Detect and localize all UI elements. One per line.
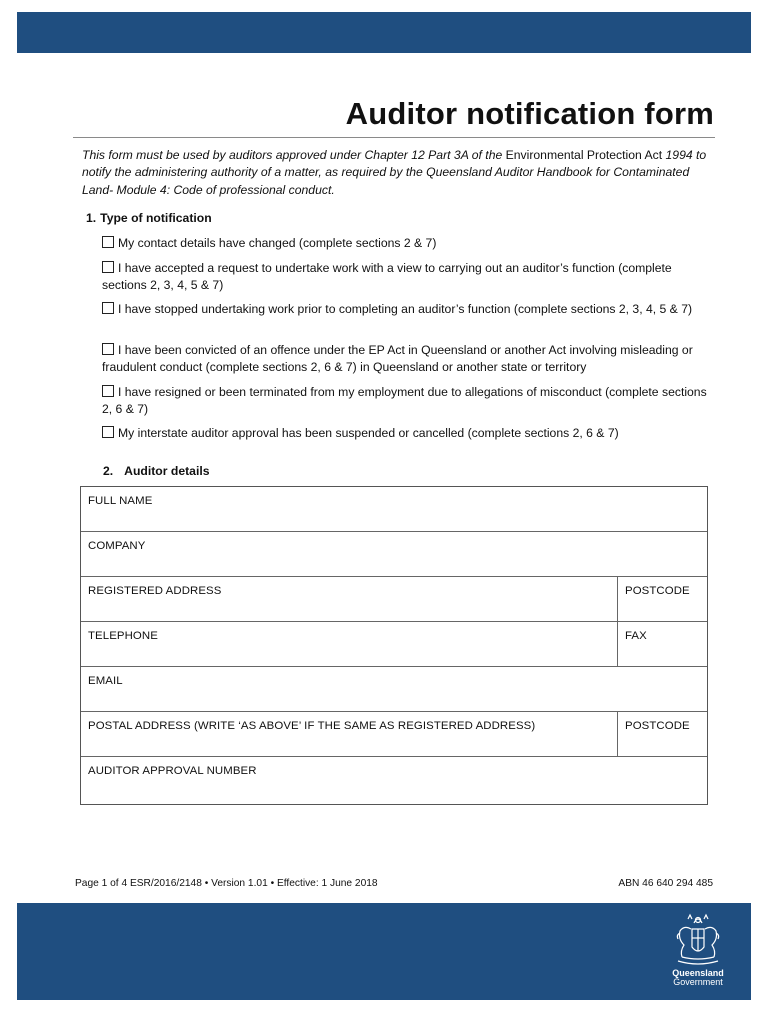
section2-number: 2. [103,464,114,478]
full-name-field[interactable] [81,487,707,531]
title-divider [73,137,715,138]
notification-option [102,384,712,419]
postcode-label: POSTCODE [625,585,690,597]
section1-heading [86,211,212,225]
company-label: COMPANY [88,540,146,552]
postal-postcode-field[interactable] [617,712,707,756]
company-field[interactable] [81,532,707,576]
postal-address-row [81,712,707,757]
section2-title: Auditor details [124,464,210,478]
footer-page-info: Page 1 of 4 ESR/2016/2148 • Version 1.01 • Effective: 1 June 2018 [75,878,378,889]
notification-option [102,425,712,442]
notification-option [102,235,712,252]
email-label: EMAIL [88,675,123,687]
telephone-row [81,622,707,667]
page-title: Auditor notification form [345,96,714,131]
auditor-details-table [80,486,708,805]
section1-number: 1. [86,211,97,225]
intro-paragraph [82,147,712,199]
option-label: I have stopped undertaking work prior to completing an auditor’s function (complete sections 2, 3, 4, 5 & 7) [118,302,693,316]
postal-postcode-label: POSTCODE [625,720,690,732]
queensland-coat-of-arms-icon [670,911,726,969]
option-label: My interstate auditor approval has been suspended or cancelled (complete sections 2, 6 & 7) [118,426,619,440]
fax-field[interactable] [617,622,707,666]
registered-address-label: REGISTERED ADDRESS [88,585,222,597]
approval-number-field[interactable] [81,757,707,803]
option-checkbox[interactable] [102,426,114,438]
postcode-field[interactable] [617,577,707,621]
option-checkbox[interactable] [102,261,114,273]
option-label: I have accepted a request to undertake work with a view to carrying out an auditor’s function (complete sections 2, 3, 4, 5 & 7) [102,261,672,293]
option-label: My contact details have changed (complete sections 2 & 7) [118,236,437,250]
registered-address-row [81,577,707,622]
email-field[interactable] [81,667,707,711]
approval-number-row [81,757,707,803]
registered-address-field[interactable] [81,577,617,621]
approval-number-label: AUDITOR APPROVAL NUMBER [88,765,257,777]
section2-heading [103,464,210,478]
notification-option [102,301,712,318]
email-row [81,667,707,712]
option-checkbox[interactable] [102,343,114,355]
queensland-government-logo [667,911,729,991]
option-checkbox[interactable] [102,302,114,314]
option-checkbox[interactable] [102,236,114,248]
option-label: I have been convicted of an offence under the EP Act in Queensland or another Act involving misleading or fraudulent conduct (complete sections 2, 6 & 7) in Queensland or another state or territory [102,343,693,375]
logo-line2: Government [673,977,723,987]
telephone-label: TELEPHONE [88,630,158,642]
postal-address-label: POSTAL ADDRESS (WRITE ‘AS ABOVE’ IF THE SAME AS REGISTERED ADDRESS) [88,720,536,732]
intro-act-name: Environmental Protection Act [505,148,663,162]
fax-label: FAX [625,630,647,642]
postal-address-field[interactable] [81,712,617,756]
company-row [81,532,707,577]
notification-option [102,260,712,295]
notification-option [102,342,712,377]
full-name-row [81,487,707,532]
top-banner [17,12,751,53]
intro-part2: 1994 to notify the administering authority of a matter, as required by the Queensland Auditor Handbook for Contaminated Land- Module 4: Code of professional conduct. [82,148,707,197]
telephone-field[interactable] [81,622,617,666]
option-checkbox[interactable] [102,385,114,397]
footer-abn: ABN 46 640 294 485 [618,878,713,889]
option-label: I have resigned or been terminated from my employment due to allegations of misconduct (complete sections 2, 6 & 7) [102,385,707,417]
intro-part1: This form must be used by auditors approved under Chapter 12 Part 3A of the [82,148,506,162]
full-name-label: FULL NAME [88,495,153,507]
bottom-banner [17,903,751,1000]
section1-title: Type of notification [100,211,212,225]
logo-line1: Queensland [672,968,724,978]
